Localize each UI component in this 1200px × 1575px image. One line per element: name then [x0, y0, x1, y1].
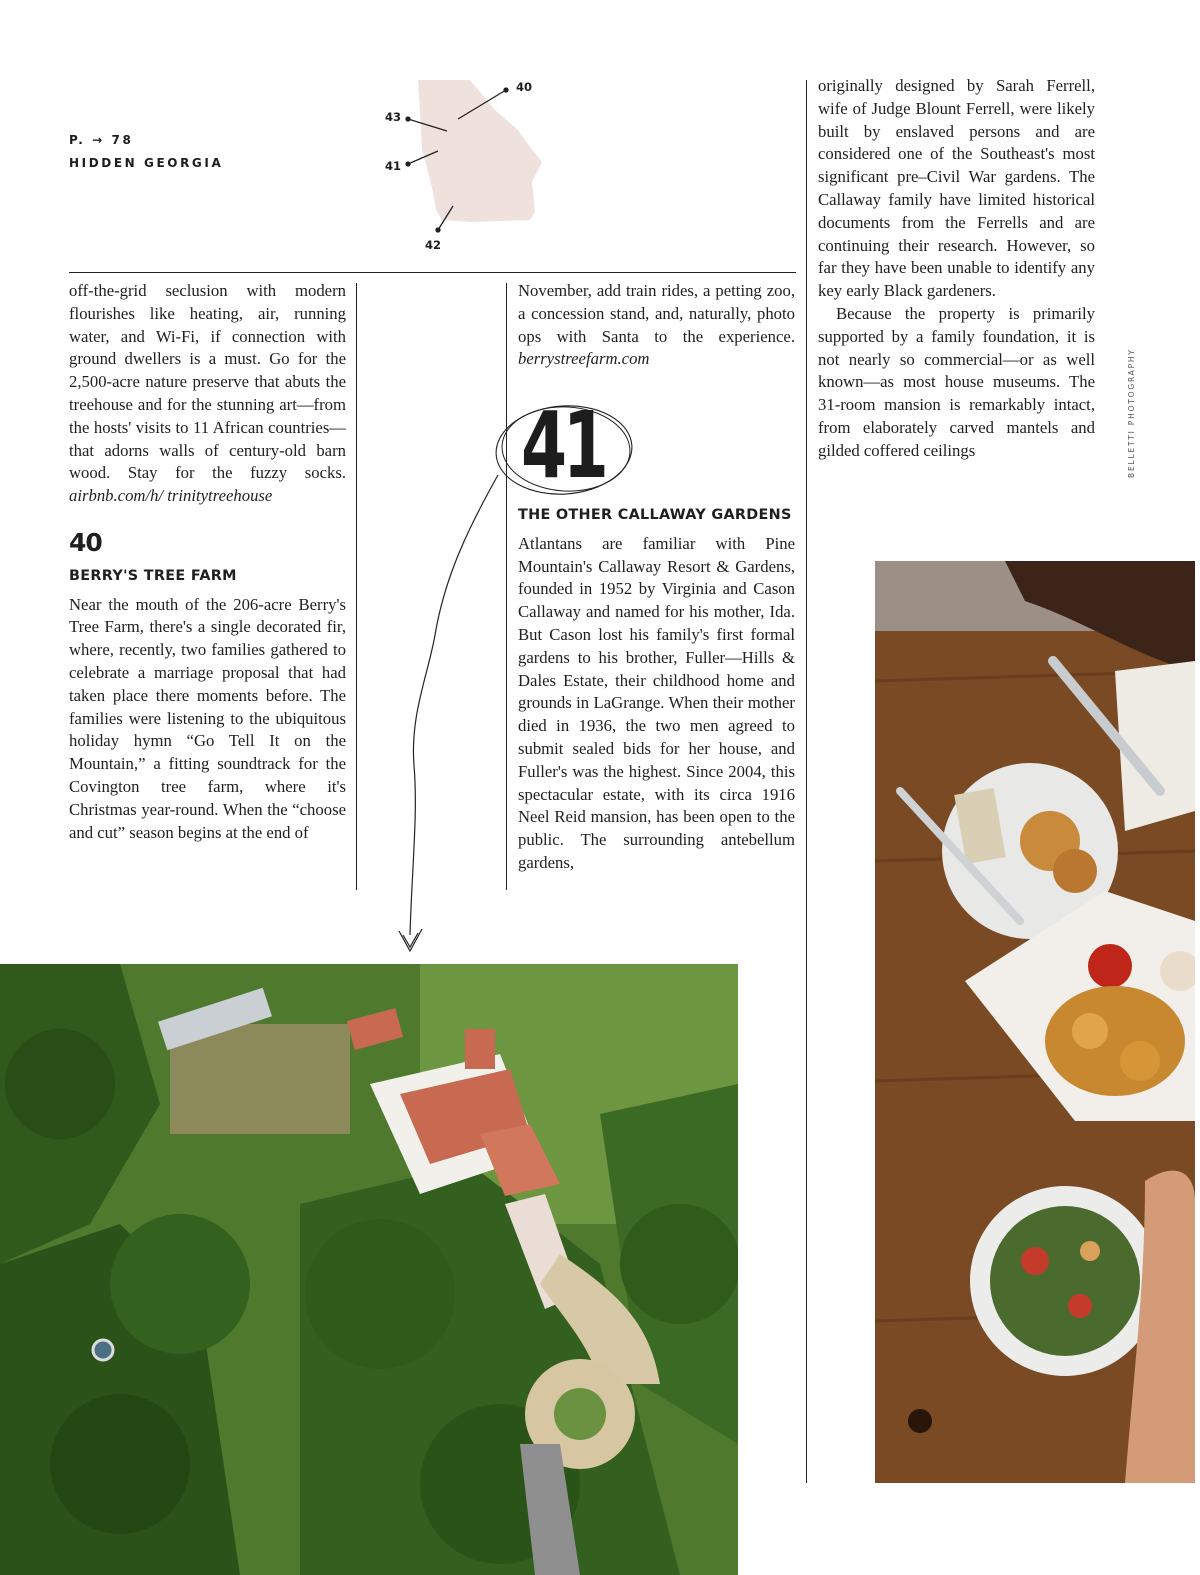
column-divider-3: [806, 80, 807, 1483]
aerial-estate-photo: [0, 964, 738, 1575]
col3-paragraph-2: Because the property is primarily supported by a family foundation, it is not nearly so commercial—or as well known—as most house museums. The 31-room mansion is remarkably intact, from elaborately carved mantels and gilded coffered ceilings: [818, 303, 1095, 460]
column-2: [518, 280, 795, 371]
col3-paragraph-1: originally designed by Sarah Ferrell, wife of Judge Blount Ferrell, were likely built by enslaved persons and are considered one of the Southeast's most significant pre–Civil War gardens. The Callaway family have limited historical documents from the Ferrells and are continuing their research. However, so far they have been unable to identify any key early Black gardeners.: [818, 76, 1095, 301]
col2-paragraph-1: November, add train rides, a petting zoo, a concession stand, and, naturally, photo ops with Santa to the experience. berrystreefarm.com: [518, 281, 795, 369]
photo-credit: BELLETTI PHOTOGRAPHY: [1127, 348, 1136, 478]
entry-number-41: 41: [521, 392, 605, 499]
column-1: [69, 280, 346, 844]
map-label-41: 41: [385, 159, 402, 173]
column-3: [818, 75, 1095, 463]
column-divider-2: [506, 283, 507, 890]
col2-paragraph-2: Atlantans are familiar with Pine Mountain's Callaway Resort & Gardens, founded in 1952 by Virginia and Cason Callaway and named for his mother, Ida. But Cason lost his family's first formal gardens to his brother, Fuller—Hills & Dales Estate, their childhood home and grounds in LaGrange. When their mother died in 1936, the two men agreed to submit sealed bids for her house, and Fuller's was the highest. Since 2004, this spectacular estate, with its circa 1916 Neel Reid mansion, has been open to the public. The surrounding antebellum gardens,: [518, 533, 795, 872]
col1-paragraph-1: off-the-grid seclusion with modern flourishes like heating, air, running water, and Wi-Fi, if connection with ground dwellers is a must. Go for the 2,500-acre nature preserve that abuts the treehouse and for the stunning art—from the hosts' visits to 11 African countries—that adorns walls of century-old barn wood. Stay for the fuzzy socks. airbnb.com/h/ trinitytreehouse: [69, 281, 346, 506]
food-table-photo: [875, 561, 1195, 1483]
entry-number-40: 40: [69, 527, 102, 557]
section-title: HIDDEN GEORGIA: [69, 156, 224, 170]
page-reference: P. → 78: [69, 133, 134, 147]
horizontal-rule: [69, 272, 796, 273]
map-label-43: 43: [385, 110, 402, 124]
entry-title-berrys-tree-farm: BERRY'S TREE FARM: [69, 567, 237, 584]
col1-paragraph-2: Near the mouth of the 206-acre Berry's Tree Farm, there's a single decorated fir, where, recently, two families gathered to celebrate a marriage proposal that had taken place there moments before. The families were listening to the ubiquitous holiday hymn “Go Tell It on the Mountain,” a fitting soundtrack for the Covington tree farm, where it's Christmas year-round. When the “choose and cut” season begins at the end of: [69, 594, 346, 842]
hand-drawn-arrow: [390, 465, 510, 960]
map-label-40: 40: [516, 80, 533, 94]
entry-title-other-callaway-gardens: THE OTHER CALLAWAY GARDENS: [518, 507, 792, 523]
berrys-url[interactable]: berrystreefarm.com: [518, 349, 650, 369]
column-divider-1: [356, 283, 357, 890]
map-label-42: 42: [425, 238, 442, 252]
column-2-lower: [518, 504, 795, 875]
airbnb-url[interactable]: airbnb.com/h/ trinitytreehouse: [69, 486, 273, 506]
